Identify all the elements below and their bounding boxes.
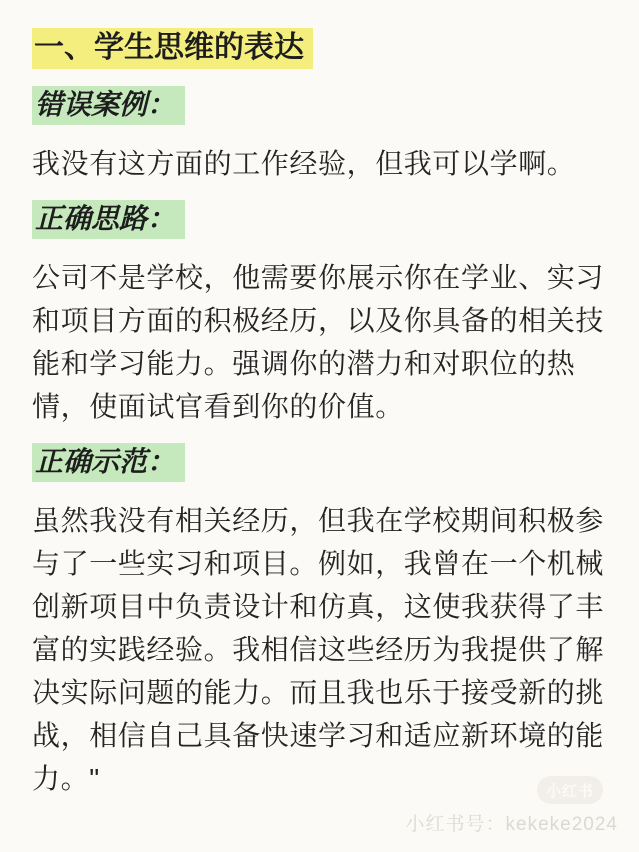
xiaohongshu-logo-watermark bbox=[537, 776, 603, 804]
label-wrong-example-highlight: 错误案例： bbox=[32, 86, 185, 125]
label-correct-demo-highlight: 正确示范： bbox=[32, 443, 185, 482]
correct-demo-body: 虽然我没有相关经历，但我在学校期间积极参与了一些实习和项目。例如，我曾在一个机械创新项目中负责设计和仿真，这使我获得了丰富的实践经验。我相信这些经历为我提供了解决实际问题的能力。而且我也乐于接受新的挑战，相信自己具备快速学习和适应新环境的能力。" bbox=[32, 505, 605, 794]
wrong-example-body: 我没有这方面的工作经验，但我可以学啊。 bbox=[32, 148, 576, 179]
page-title-highlight: 一、学生思维的表达 bbox=[32, 28, 313, 69]
page-title bbox=[32, 28, 607, 67]
xiaohongshu-logo-text: 小红书 bbox=[545, 782, 594, 800]
label-correct-approach bbox=[32, 201, 607, 236]
label-correct-demo bbox=[32, 444, 607, 479]
label-correct-approach-highlight: 正确思路： bbox=[32, 200, 185, 239]
account-id-watermark: 小红书号：kekeke2024 bbox=[405, 814, 618, 835]
correct-approach-body: 公司不是学校，他需要你展示你在学业、实习和项目方面的积极经历，以及你具备的相关技能和学习能力。强调你的潜力和对职位的热情，使面试官看到你的价值。 bbox=[32, 262, 605, 422]
label-wrong-example bbox=[32, 87, 607, 122]
